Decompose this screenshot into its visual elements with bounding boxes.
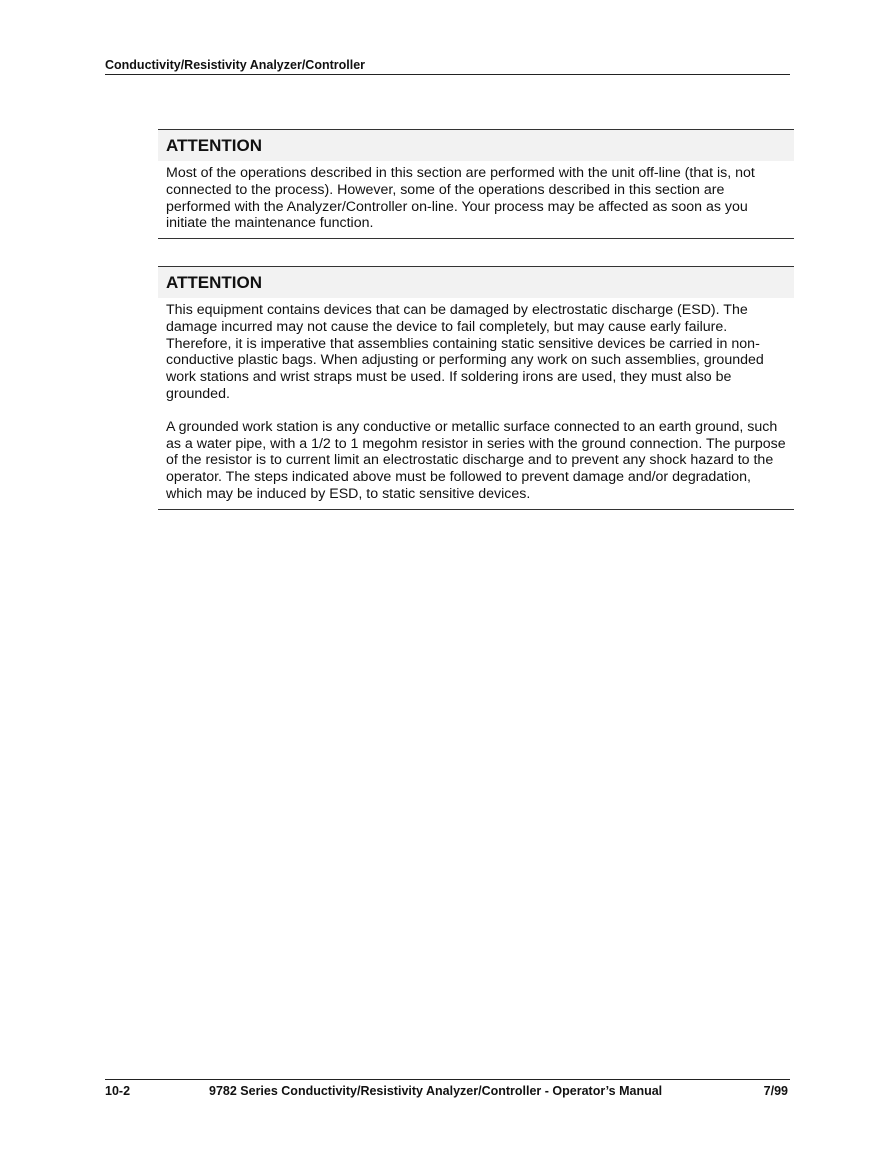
attention-paragraph: Most of the operations described in this section are performed with the unit off-line (that is, not connected to the process). However, some of the operations described in this section are performed with the Analyzer/Controller on-line. Your process may be affected as soon as you initiate the maintenance function. [166,165,755,232]
revision-date: 7/99 [763,1084,788,1098]
attention-heading: ATTENTION [158,267,794,298]
attention-paragraph: A grounded work station is any conductive or metallic surface connected to an earth ground, such as a water pipe, with a 1/2 to 1 megohm resistor in series with the ground connection. The purpose of the resistor is to current limit an electrostatic discharge and to prevent any shock hazard to the operator. The steps indicated above must be followed to prevent damage and/or degradation, which may be induced by ESD, to static sensitive devices. [166,418,786,502]
running-header [105,58,790,75]
attention-paragraph: This equipment contains devices that can be damaged by electrostatic discharge (ESD). The damage incurred may not cause the device to fail completely, but may cause early failure. Therefore, it is imperative that assemblies containing static sensitive devices be carried in non-conductive plastic bags. When adjusting or performing any work on such assemblies, grounded work stations and wrist straps must be used. If soldering irons are used, they must also be grounded. [166,302,764,402]
header-title: Conductivity/Resistivity Analyzer/Controller [105,58,366,72]
attention-body [158,298,794,509]
attention-notice-esd [158,266,794,510]
running-footer [105,1079,790,1098]
attention-heading: ATTENTION [158,130,794,161]
manual-title: 9782 Series Conductivity/Resistivity Analyzer/Controller - Operator’s Manual [209,1084,663,1098]
attention-body [158,161,794,238]
page-number: 10-2 [105,1084,131,1098]
attention-notice-operations [158,129,794,239]
